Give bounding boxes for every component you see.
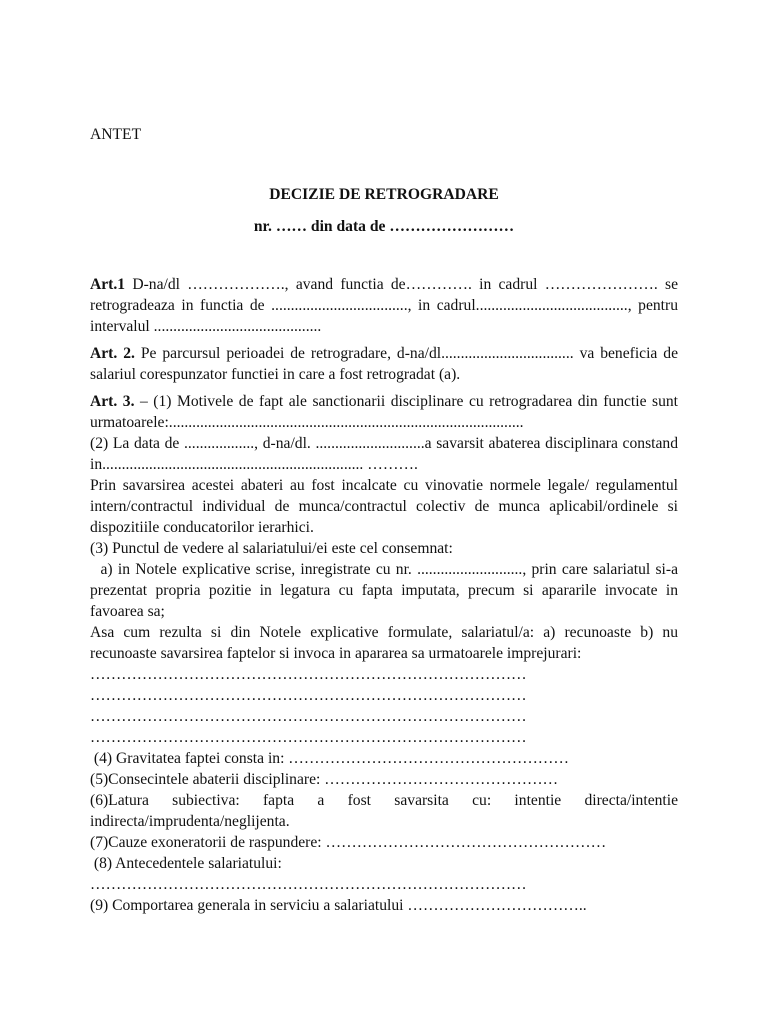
article-3-paragraph-2: (2) La data de .................., d-na/dl. ............................a savarsit abaterea disciplinara constand in................................................................... ……….	[90, 435, 678, 473]
article-1-text: D-na/dl ………………., avand functia de…………. in cadrul …………………. se retrogradeaza in functia de ..................................., in cadrul......................................., pentru intervalul ...........................................	[90, 276, 678, 335]
dotted-fill-line: …………………………………………………………………………	[90, 876, 527, 893]
document-body	[90, 274, 682, 916]
article-2-text: Pe parcursul perioadei de retrogradare, d-na/dl.................................. va beneficia de salariul corespunzator functiei in care a fost retrogradat (a).	[90, 345, 678, 383]
dotted-fill-line: …………………………………………………………………………	[90, 708, 527, 725]
dotted-fill-line: …………………………………………………………………………	[90, 687, 527, 704]
article-3-paragraph-4: (3) Punctul de vedere al salariatului/ei este cel consemnat:	[90, 540, 453, 557]
document-number-line: nr. …… din data de ……………………	[253, 218, 515, 235]
document-title: DECIZIE DE RETROGRADARE	[269, 186, 499, 203]
article-3-paragraph-12: (9) Comportarea generala in serviciu a salariatului ……………………………..	[90, 897, 587, 914]
article-1-label: Art.1	[90, 276, 126, 293]
article-3-paragraph-7: (4) Gravitatea faptei consta in: ………………………………………………	[90, 750, 569, 767]
article-3-paragraph-11: (8) Antecedentele salariatului:	[90, 855, 282, 872]
article-3-paragraph-3: Prin savarsirea acestei abateri au fost incalcate cu vinovatie normele legale/ regulamentul intern/contractul individual de munca/contractul colectiv de munca aplicabil/ordinele si dispozitiile conducatorilor ierarhici.	[90, 477, 678, 536]
article-3-paragraph-10: (7)Cauze exoneratorii de raspundere: ………………………………………………	[90, 834, 607, 851]
article-3-paragraph-9: (6)Latura subiectiva: fapta a fost savarsita cu: intentie directa/intentie indirecta/imprudenta/neglijenta.	[90, 792, 678, 830]
article-3-label: Art. 3.	[90, 393, 135, 410]
article-1	[90, 274, 678, 337]
dotted-fill-line: …………………………………………………………………………	[90, 729, 527, 746]
dotted-fill-line: …………………………………………………………………………	[90, 666, 527, 683]
article-3-paragraph-1	[90, 391, 678, 433]
letterhead-placeholder: ANTET	[90, 126, 142, 143]
article-3-paragraph-5: a) in Notele explicative scrise, inregistrate cu nr. ..........................., prin care salariatul si-a prezentat propria pozitie in legatura cu fapta imputata, precum si apararile invocate in favoarea sa;	[90, 561, 682, 620]
article-3-text: – (1) Motivele de fapt ale sanctionarii disciplinare cu retrogradarea din functie sunt urmatoarele:...........................................................................................	[90, 393, 678, 431]
article-2-label: Art. 2.	[90, 345, 135, 362]
article-3-paragraph-8: (5)Consecintele abaterii disciplinare: ………………………………………	[90, 771, 559, 788]
article-2	[90, 343, 678, 385]
title-block	[90, 184, 678, 248]
article-3-paragraph-6: Asa cum rezulta si din Notele explicative formulate, salariatul/a: a) recunoaste b) nu recunoaste savarsirea faptelor si invoca in apararea sa urmatoarele imprejurari:	[90, 624, 678, 662]
